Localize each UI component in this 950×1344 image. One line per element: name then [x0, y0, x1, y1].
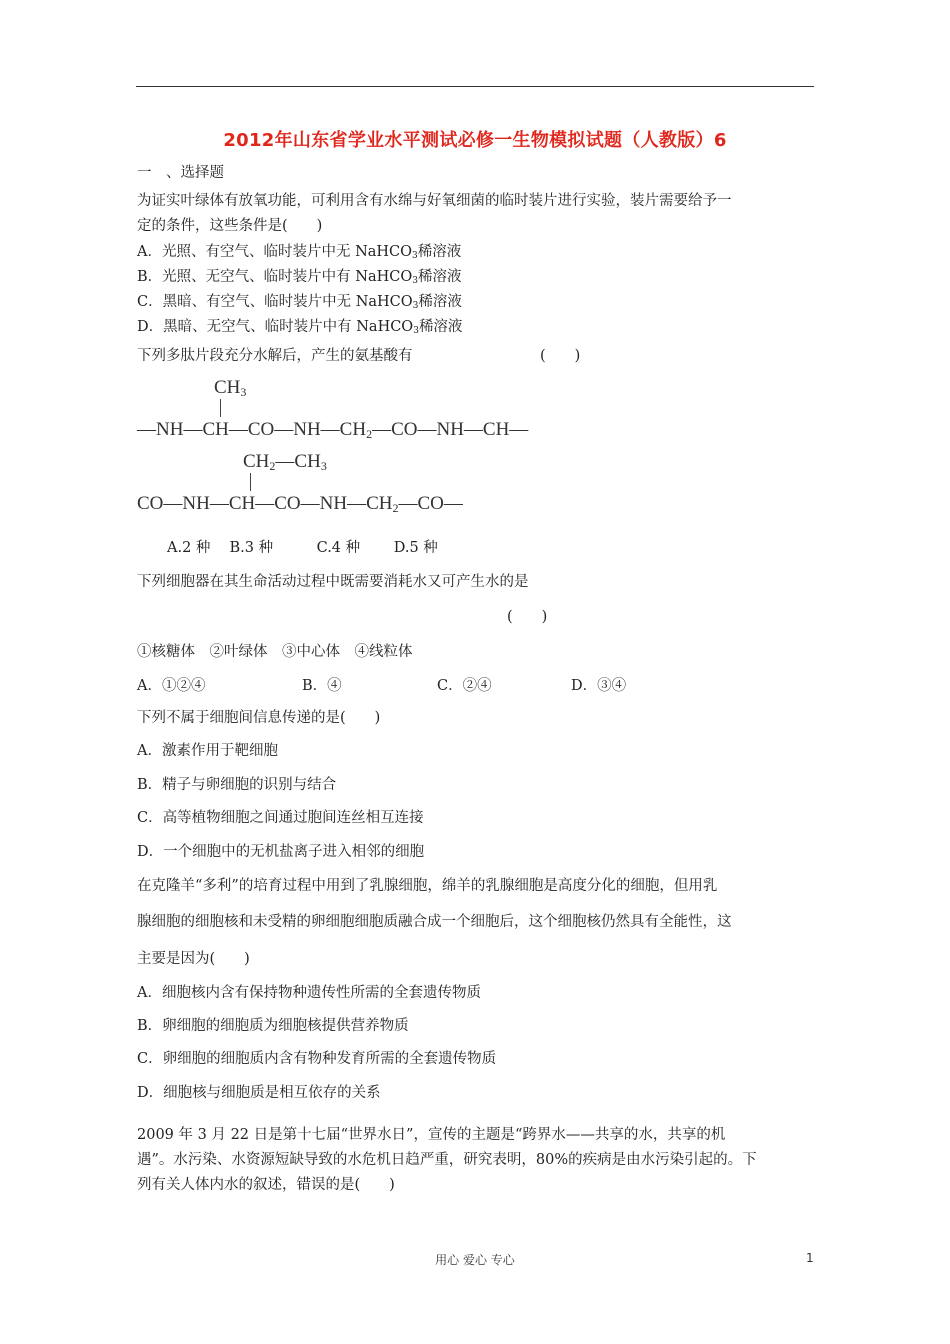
q5-option-c: C．卵细胞的细胞质内含有物种发育所需的全套遗传物质	[137, 1051, 497, 1067]
methyl-group-top: CH3	[214, 377, 247, 399]
q3-items: ①核糖体 ②叶绿体 ③中心体 ④线粒体	[137, 644, 413, 660]
bond-line-2	[250, 473, 251, 491]
q5-option-b: B．卵细胞的细胞质为细胞核提供营养物质	[137, 1018, 409, 1034]
bond-line-1	[220, 399, 221, 417]
q5-stem-line3: 主要是因为( )	[137, 951, 250, 967]
page-footer: 用心 爱心 专心	[435, 1253, 515, 1267]
page-number: 1	[806, 1251, 814, 1265]
q5-stem-line1: 在克隆羊“多利”的培育过程中用到了乳腺细胞，绵羊的乳腺细胞是高度分化的细胞，但用乳	[137, 878, 718, 894]
q3-option-b: B．④	[302, 678, 342, 694]
q5-option-d: D．细胞核与细胞质是相互依存的关系	[137, 1085, 381, 1101]
q3-option-a: A．①②④	[137, 678, 206, 694]
q4-option-d: D．一个细胞中的无机盐离子进入相邻的细胞	[137, 844, 425, 860]
q2-options: A.2 种 B.3 种 C.4 种 D.5 种	[167, 540, 438, 556]
ethyl-side-chain: CH2—CH3	[243, 451, 327, 473]
q4-option-c: C．高等植物细胞之间通过胞间连丝相互连接	[137, 810, 424, 826]
q1-option-b: B．光照、无空气、临时装片中有 NaHCO$_3$稀溶液	[137, 269, 462, 286]
document-title: 2012年山东省学业水平测试必修一生物模拟试题（人教版）6	[223, 130, 727, 151]
q3-option-d: D．③④	[571, 678, 627, 694]
q4-option-b: B．精子与卵细胞的识别与结合	[137, 777, 337, 793]
header-rule	[136, 86, 814, 87]
q6-line1: 2009 年 3 月 22 日是第十七届“世界水日”，宣传的主题是“跨界水——共享的水，共享的机	[137, 1127, 726, 1143]
q1-option-d: D．黑暗、无空气、临时装片中有 NaHCO$_3$稀溶液	[137, 319, 463, 336]
q5-option-a: A．细胞核内含有保持物种遗传性所需的全套遗传物质	[137, 985, 481, 1001]
q3-option-c: C．②④	[437, 678, 492, 694]
q4-stem: 下列不属于细胞间信息传递的是( )	[137, 710, 381, 726]
q4-option-a: A．激素作用于靶细胞	[137, 743, 278, 759]
q6-line3: 列有关人体内水的叙述，错误的是( )	[137, 1177, 395, 1193]
q3-answer-paren: ( )	[507, 609, 548, 625]
peptide-chain-1: —NH—CH—CO—NH—CH2—CO—NH—CH—	[137, 419, 529, 441]
q1-stem-line1: 为证实叶绿体有放氧功能，可利用含有水绵与好氧细菌的临时装片进行实验，装片需要给予一	[137, 193, 732, 209]
q3-stem: 下列细胞器在其生命活动过程中既需要消耗水又可产生水的是	[137, 574, 529, 590]
q1-option-a: A．光照、有空气、临时装片中无 NaHCO$_3$稀溶液	[137, 244, 462, 261]
peptide-chain-2: CO—NH—CH—CO—NH—CH2—CO—	[137, 493, 463, 515]
q5-stem-line2: 腺细胞的细胞核和未受精的卵细胞细胞质融合成一个细胞后，这个细胞核仍然具有全能性，这	[137, 914, 732, 930]
section-heading: 一 、选择题	[137, 165, 224, 181]
q1-stem-line2: 定的条件，这些条件是( )	[137, 218, 323, 234]
q2-stem: 下列多肽片段充分水解后，产生的氨基酸有	[137, 348, 413, 364]
q2-answer-paren: ( )	[540, 348, 581, 364]
q6-line2: 遇”。水污染、水资源短缺导致的水危机日趋严重，研究表明，80%的疾病是由水污染引起的。下	[137, 1152, 757, 1168]
q1-option-c: C．黑暗、有空气、临时装片中无 NaHCO$_3$稀溶液	[137, 294, 462, 311]
